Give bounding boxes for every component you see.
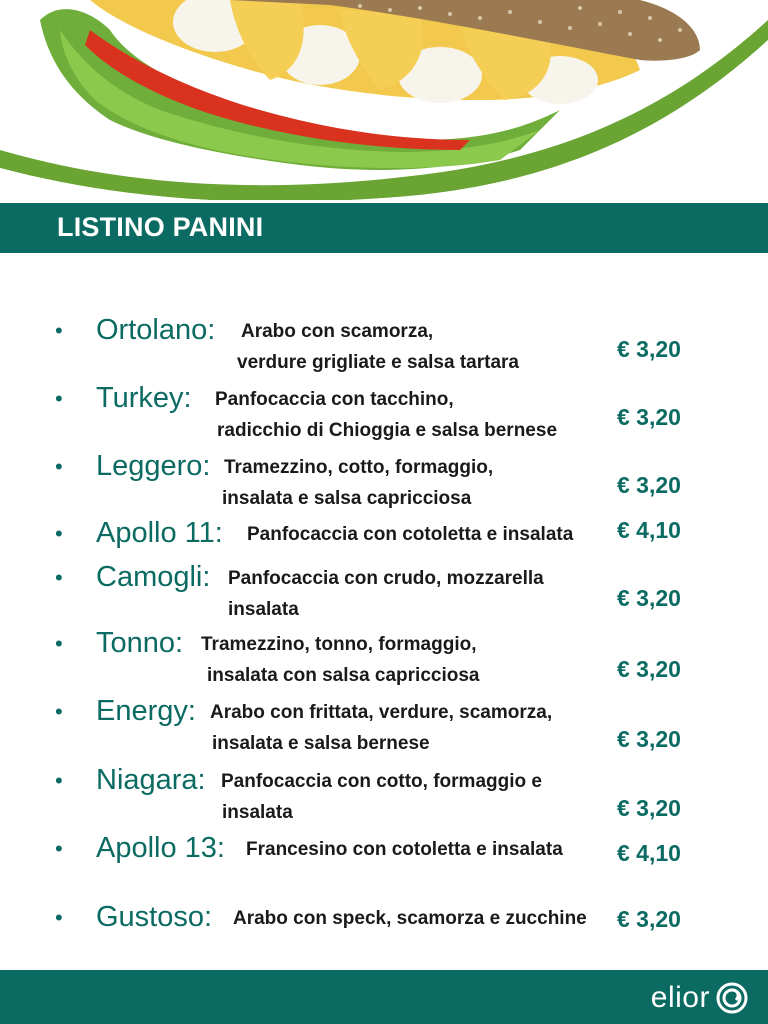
item-price: € 3,20 — [617, 656, 681, 682]
item-description: Arabo con scamorza, — [241, 321, 434, 342]
list-item — [0, 834, 768, 904]
item-name: Apollo 13: — [96, 832, 225, 864]
item-name: Energy: — [96, 695, 196, 727]
item-price: € 3,20 — [617, 472, 681, 498]
item-name: Tonno: — [96, 627, 184, 659]
item-name: Leggero: — [96, 450, 211, 482]
list-item — [0, 766, 768, 836]
item-name: Camogli: — [96, 561, 211, 593]
bullet-icon: • — [55, 699, 63, 724]
list-item — [0, 697, 768, 767]
item-name: Niagara: — [96, 764, 206, 796]
item-price: € 3,20 — [617, 585, 681, 611]
list-item — [0, 316, 768, 386]
hero-sandwich-image — [0, 0, 768, 200]
item-description-line2: insalata con salsa capricciosa — [207, 665, 480, 686]
list-item — [0, 903, 768, 973]
bullet-icon: • — [55, 386, 63, 411]
bullet-icon: • — [55, 454, 63, 479]
list-item — [0, 563, 768, 633]
list-item — [0, 452, 768, 522]
item-description-line2: radicchio di Chioggia e salsa bernese — [217, 420, 558, 441]
list-item — [0, 519, 768, 589]
item-description: Arabo con speck, scamorza e zucchine — [233, 908, 587, 929]
list-item — [0, 629, 768, 699]
item-description: Panfocaccia con crudo, mozzarella — [228, 568, 544, 589]
bullet-icon: • — [55, 905, 63, 930]
item-description: Panfocaccia con tacchino, — [215, 389, 454, 410]
item-name: Gustoso: — [96, 901, 213, 933]
bullet-icon: • — [55, 836, 63, 861]
logo-text: elior — [650, 981, 710, 1014]
item-description: Francesino con cotoletta e insalata — [246, 839, 563, 860]
item-price: € 3,20 — [617, 795, 681, 821]
bullet-icon: • — [55, 521, 63, 546]
item-price: € 4,10 — [617, 840, 681, 866]
item-name: Ortolano: — [96, 314, 216, 346]
item-name: Turkey: — [96, 382, 192, 414]
item-description: Panfocaccia con cotoletta e insalata — [247, 524, 574, 545]
bullet-icon: • — [55, 318, 63, 343]
item-price: € 4,10 — [617, 517, 681, 543]
item-description: Panfocaccia con cotto, formaggio e — [221, 771, 542, 792]
page-title: LISTINO PANINI — [57, 212, 264, 242]
item-price: € 3,20 — [617, 726, 681, 752]
item-name: Apollo 11: — [96, 517, 223, 549]
item-description-line2: insalata e salsa capricciosa — [222, 488, 472, 509]
bullet-icon: • — [55, 631, 63, 656]
item-description-line2: insalata — [222, 802, 293, 823]
title-bar — [0, 203, 768, 253]
item-description: Tramezzino, cotto, formaggio, — [224, 457, 494, 478]
elior-logo-icon — [716, 982, 748, 1014]
bullet-icon: • — [55, 768, 63, 793]
elior-logo — [651, 980, 748, 1016]
footer-bar — [0, 970, 768, 1024]
item-price: € 3,20 — [617, 336, 681, 362]
item-description-line2: verdure grigliate e salsa tartara — [237, 352, 519, 373]
list-item — [0, 384, 768, 454]
item-description: Arabo con frittata, verdure, scamorza, — [210, 702, 553, 723]
item-description-line2: insalata e salsa bernese — [212, 733, 430, 754]
item-price: € 3,20 — [617, 404, 681, 430]
item-price: € 3,20 — [617, 906, 681, 932]
item-description-line2: insalata — [228, 599, 299, 620]
bullet-icon: • — [55, 565, 63, 590]
item-description: Tramezzino, tonno, formaggio, — [201, 634, 477, 655]
